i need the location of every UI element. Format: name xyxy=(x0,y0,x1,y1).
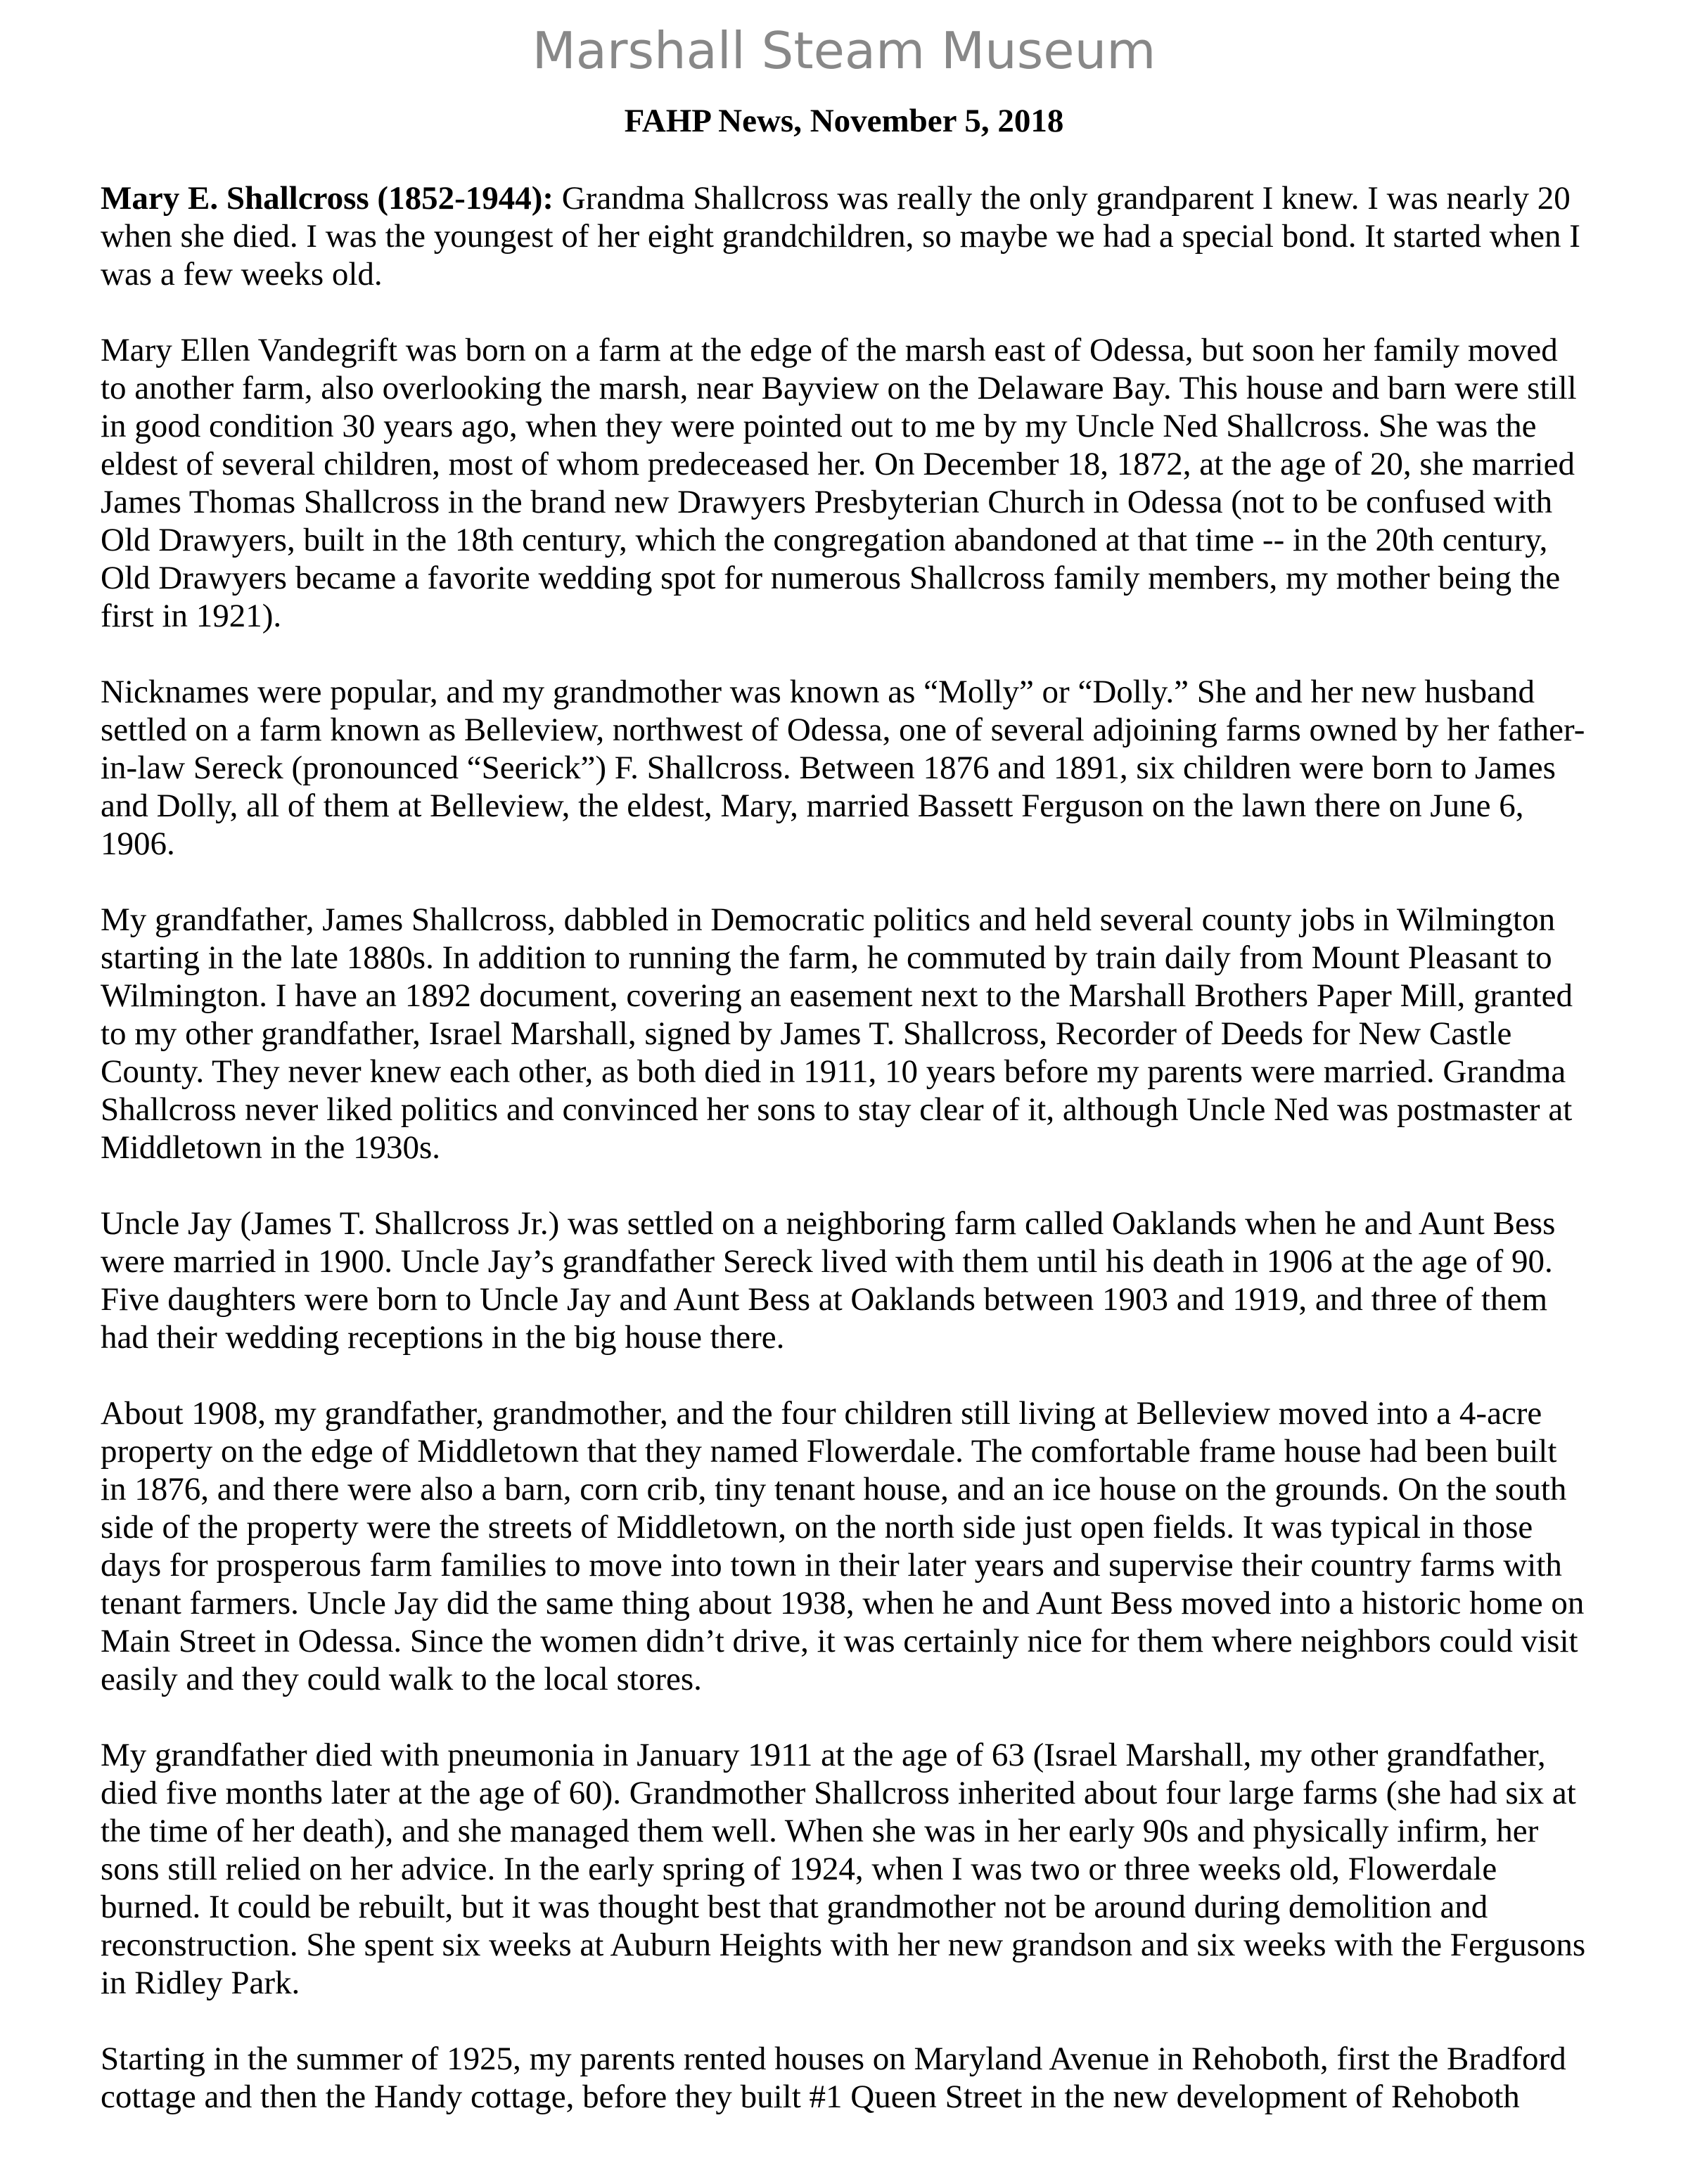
text-line: easily and they could walk to the local stores. xyxy=(101,1661,702,1697)
text-line: County. They never knew each other, as both died in 1911, 10 years before my parents were married. Grandma xyxy=(101,1053,1566,1090)
text-line: cottage and then the Handy cottage, before they built #1 Queen Street in the new development of Rehoboth xyxy=(101,2079,1520,2115)
text-line: side of the property were the streets of Middletown, on the north side just open fields. It was typical in those xyxy=(101,1509,1533,1546)
text-line: Main Street in Odessa. Since the women didn’t drive, it was certainly nice for them where neighbors could visit xyxy=(101,1623,1578,1659)
text-line: starting in the late 1880s. In addition to running the farm, he commuted by train daily from Mount Pleasant to xyxy=(101,939,1552,976)
text-line: in-law Sereck (pronounced “Seerick”) F. Shallcross. Between 1876 and 1891, six children were born to James xyxy=(101,750,1556,786)
text-line: were married in 1900. Uncle Jay’s grandfather Sereck lived with them until his death in 1906 at the age of 90. xyxy=(101,1243,1553,1280)
paragraph xyxy=(101,1394,1620,1698)
article-body xyxy=(101,179,1620,2154)
text-line: to another farm, also overlooking the marsh, near Bayview on the Delaware Bay. This house and barn were still xyxy=(101,370,1577,406)
text-line: had their wedding receptions in the big house there. xyxy=(101,1319,785,1356)
paragraph xyxy=(101,2040,1620,2116)
text-line: About 1908, my grandfather, grandmother, and the four children still living at Belleview moved into a 4-acre xyxy=(101,1395,1542,1432)
text-line: Old Drawyers became a favorite wedding spot for numerous Shallcross family members, my mother being the xyxy=(101,560,1561,596)
text-line: property on the edge of Middletown that they named Flowerdale. The comfortable frame house had been built xyxy=(101,1433,1557,1470)
text-line: and Dolly, all of them at Belleview, the eldest, Mary, married Bassett Ferguson on the lawn there on June 6, xyxy=(101,788,1524,824)
text-line: first in 1921). xyxy=(101,598,282,634)
text-line: in good condition 30 years ago, when they were pointed out to me by my Uncle Ned Shallcross. She was the xyxy=(101,408,1537,444)
article-lead-heading: Mary E. Shallcross (1852-1944): xyxy=(101,180,554,217)
text-line: Starting in the summer of 1925, my parents rented houses on Maryland Avenue in Rehoboth, first the Bradford xyxy=(101,2041,1566,2077)
text-line: burned. It could be rebuilt, but it was thought best that grandmother not be around during demolition and xyxy=(101,1889,1488,1925)
text-line: the time of her death), and she managed them well. When she was in her early 90s and physically infirm, her xyxy=(101,1813,1539,1849)
paragraph xyxy=(101,673,1620,863)
text-line: when she died. I was the youngest of her eight grandchildren, so maybe we had a special bond. It started when I xyxy=(101,218,1580,255)
text-line: was a few weeks old. xyxy=(101,256,383,293)
text-line: days for prosperous farm families to move into town in their later years and supervise their country farms with xyxy=(101,1547,1562,1584)
paragraph xyxy=(101,901,1620,1167)
paragraph xyxy=(101,1736,1620,2002)
text-line: eldest of several children, most of whom predeceased her. On December 18, 1872, at the age of 20, she married xyxy=(101,446,1575,482)
text-line: Middletown in the 1930s. xyxy=(101,1129,441,1166)
text-line: Shallcross never liked politics and convinced her sons to stay clear of it, although Uncle Ned was postmaster at xyxy=(101,1091,1573,1128)
text-line-content: Grandma Shallcross was really the only grandparent I knew. I was nearly 20 xyxy=(554,180,1571,217)
text-line: died five months later at the age of 60). Grandmother Shallcross inherited about four large farms (she had six at xyxy=(101,1775,1576,1811)
text-line: in 1876, and there were also a barn, corn crib, tiny tenant house, and an ice house on the grounds. On the south xyxy=(101,1471,1567,1508)
paragraph xyxy=(101,179,1620,293)
watermark: Marshall Steam Museum xyxy=(532,21,1156,80)
text-line: My grandfather died with pneumonia in January 1911 at the age of 63 (Israel Marshall, my other grandfather, xyxy=(101,1737,1546,1773)
text-line: sons still relied on her advice. In the early spring of 1924, when I was two or three weeks old, Flowerdale xyxy=(101,1851,1497,1887)
paragraph xyxy=(101,1205,1620,1356)
text-line: Wilmington. I have an 1892 document, covering an easement next to the Marshall Brothers Paper Mill, granted xyxy=(101,977,1573,1014)
paragraph xyxy=(101,331,1620,635)
text-line: Uncle Jay (James T. Shallcross Jr.) was settled on a neighboring farm called Oaklands when he and Aunt Bess xyxy=(101,1205,1556,1242)
text-line: reconstruction. She spent six weeks at Auburn Heights with her new grandson and six weeks with the Fergusons xyxy=(101,1927,1586,1963)
text-line: tenant farmers. Uncle Jay did the same thing about 1938, when he and Aunt Bess moved into a historic home on xyxy=(101,1585,1585,1621)
text-line: settled on a farm known as Belleview, northwest of Odessa, one of several adjoining farms owned by her father- xyxy=(101,712,1585,748)
text-line: Nicknames were popular, and my grandmother was known as “Molly” or “Dolly.” She and her new husband xyxy=(101,674,1535,710)
text-line: to my other grandfather, Israel Marshall, signed by James T. Shallcross, Recorder of Deeds for New Castle xyxy=(101,1015,1512,1052)
text-line xyxy=(101,179,1620,217)
text-line: My grandfather, James Shallcross, dabbled in Democratic politics and held several county jobs in Wilmington xyxy=(101,901,1556,938)
text-line: in Ridley Park. xyxy=(101,1965,300,2001)
text-line: James Thomas Shallcross in the brand new Drawyers Presbyterian Church in Odessa (not to be confused with xyxy=(101,484,1553,520)
text-line: Five daughters were born to Uncle Jay and Aunt Bess at Oaklands between 1903 and 1919, and three of them xyxy=(101,1281,1548,1318)
text-line: Mary Ellen Vandegrift was born on a farm at the edge of the marsh east of Odessa, but soon her family moved xyxy=(101,332,1558,368)
text-line: Old Drawyers, built in the 18th century, which the congregation abandoned at that time -- in the 20th century, xyxy=(101,522,1548,558)
page-title: FAHP News, November 5, 2018 xyxy=(624,103,1064,139)
text-line: 1906. xyxy=(101,826,175,862)
